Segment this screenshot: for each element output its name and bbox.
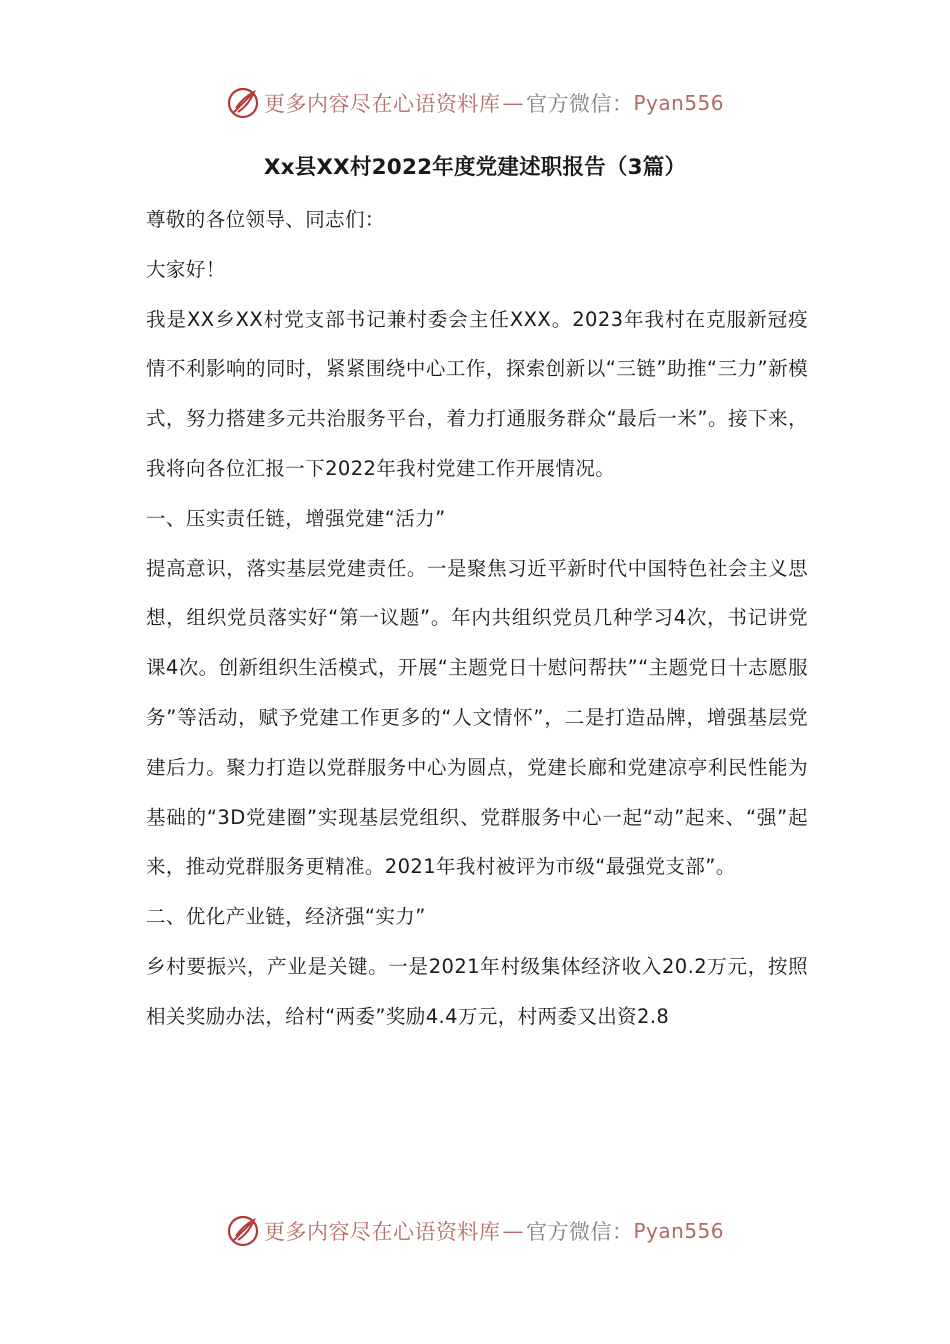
quill-seal-icon xyxy=(226,1214,260,1248)
watermark-main-text: 更多内容尽在心语资料库 xyxy=(263,92,501,116)
watermark-side-text: 官方微信： xyxy=(525,1220,634,1244)
watermark-main-text: 更多内容尽在心语资料库 xyxy=(263,1220,501,1244)
document-title: Xx县XX村2022年度党建述职报告（3篇） xyxy=(263,155,687,180)
quill-seal-icon xyxy=(226,86,260,120)
watermark-wechat-id: Pyan556 xyxy=(633,91,724,115)
intro-paragraph: 我是XX乡XX村党支部书记兼村委会主任XXX。2023年我村在克服新冠疫情不利影响的同时，紧紧围绕中心工作，探索创新以“三链”助推“三力”新模式，努力搭建多元共治服务平台，着力打通服务群众“最后一米”。接下来，我将向各位汇报一下2022年我村党建工作开展情况。 xyxy=(146,307,808,480)
watermark-footer xyxy=(0,1211,950,1251)
section-heading-2: 二、优化产业链，经济强“实力” xyxy=(146,905,426,929)
document-body xyxy=(146,195,808,1042)
section-1-paragraph: 提高意识，落实基层党建责任。一是聚焦习近平新时代中国特色社会主义思想，组织党员落实好“第一议题”。年内共组织党员几种学习4次，书记讲党课4次。创新组织生活模式，开展“主题党日十慰问帮扶”“主题党日十志愿服务”等活动，赋予党建工作更多的“人文情怀”，二是打造品牌，增强基层党建后力。聚力打造以党群服务中心为圆点，党建长廊和党建凉亭利民性能为基础的“3D党建圈”实现基层党组织、党群服务中心一起“动”起来、“强”起来，推动党群服务更精准。2021年我村被评为市级“最强党支部”。 xyxy=(146,556,808,879)
section-heading-1: 一、压实责任链，增强党建“活力” xyxy=(146,506,446,530)
watermark-dash: — xyxy=(502,91,524,115)
greeting: 大家好！ xyxy=(146,257,226,281)
section-2-paragraph: 乡村要振兴，产业是关键。一是2021年村级集体经济收入20.2万元，按照相关奖励办法，给村“两委”奖励4.4万元，村两委又出资2.8 xyxy=(146,954,808,1028)
salutation: 尊敬的各位领导、同志们： xyxy=(146,208,385,231)
watermark-side-text: 官方微信： xyxy=(525,92,634,116)
watermark-header xyxy=(0,83,950,123)
watermark-dash: — xyxy=(502,1219,524,1243)
watermark-wechat-id: Pyan556 xyxy=(633,1219,724,1243)
